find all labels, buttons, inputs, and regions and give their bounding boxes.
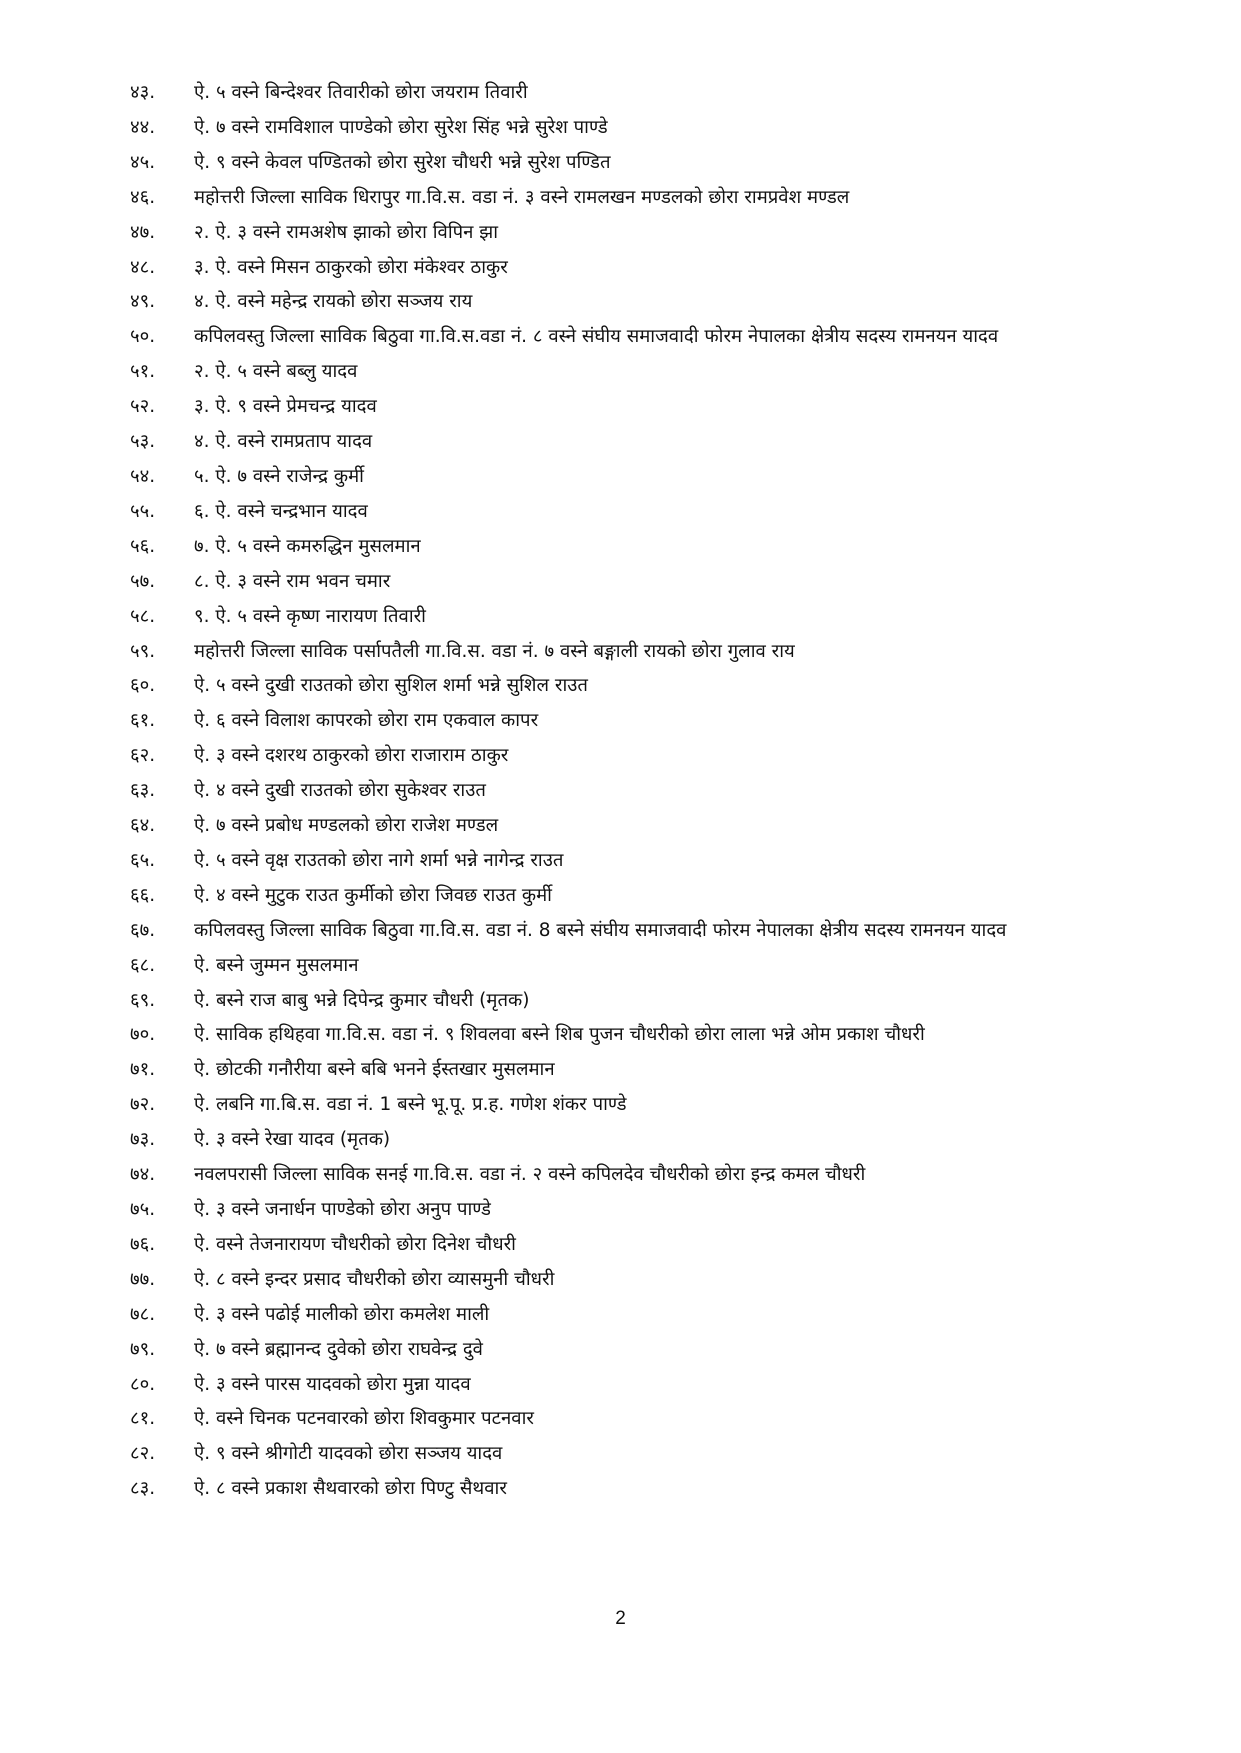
entry-text: ऐ. ५ वस्ने वृक्ष राउतको छोरा नागे शर्मा भन्ने नागेन्द्र राउत [194, 849, 564, 871]
entry-text: ४. ऐ. वस्ने महेन्द्र रायको छोरा सञ्जय राय [194, 291, 473, 313]
entry-text: ऐ. ७ वस्ने ब्रह्मानन्द दुवेको छोरा राघवेन्द्र दुवे [194, 1338, 483, 1360]
entry-number: ७२. [130, 1094, 156, 1116]
list-item [130, 1263, 1170, 1298]
entry-text: ऐ. ८ वस्ने इन्दर प्रसाद चौधरीको छोरा व्यासमुनी चौधरी [194, 1268, 555, 1290]
list-item [130, 285, 1170, 320]
list-item [130, 1088, 1170, 1123]
entry-text: ऐ. ४ वस्ने दुखी राउतको छोरा सुकेश्वर राउत [194, 780, 486, 802]
entry-text: ऐ. लबनि गा.बि.स. वडा नं. 1 बस्ने भू.पू. प्र.ह. गणेश शंकर पाण्डे [194, 1094, 627, 1116]
entry-text: ऐ. ९ वस्ने श्रीगोटी यादवको छोरा सञ्जय यादव [194, 1443, 503, 1465]
entry-text: ८. ऐ. ३ वस्ने राम भवन चमार [194, 570, 391, 592]
list-item [130, 146, 1170, 181]
entry-number: ८०. [130, 1373, 156, 1395]
list-item [130, 949, 1170, 984]
entry-text: २. ऐ. ५ वस्ने बब्लु यादव [194, 361, 358, 383]
entry-number: ८२. [130, 1443, 156, 1465]
entry-list [130, 76, 1170, 1507]
list-item [130, 565, 1170, 600]
entry-number: ७६. [130, 1233, 156, 1255]
entry-number: ६८. [130, 954, 156, 976]
entry-text: ऐ. बस्ने जुम्मन मुसलमान [194, 954, 359, 976]
entry-number: ६२. [130, 745, 156, 767]
list-item [130, 704, 1170, 739]
entry-number: ७८. [130, 1303, 156, 1325]
list-item [130, 1402, 1170, 1437]
entry-number: ७९. [130, 1338, 156, 1360]
entry-number: ७१. [130, 1059, 156, 1081]
entry-number: ५६. [130, 535, 156, 557]
list-item [130, 984, 1170, 1019]
entry-text: ऐ. वस्ने चिनक पटनवारको छोरा शिवकुमार पटनवार [194, 1408, 534, 1430]
entry-number: ८१. [130, 1408, 156, 1430]
entry-number: ७७. [130, 1268, 156, 1290]
entry-text: ऐ. बस्ने राज बाबु भन्ने दिपेन्द्र कुमार चौधरी (मृतक) [194, 989, 530, 1011]
entry-text: महोत्तरी जिल्ला साविक धिरापुर गा.वि.स. वडा नं. ३ वस्ने रामलखन मण्डलको छोरा रामप्रवेश मण्डल [194, 186, 850, 208]
list-item [130, 1193, 1170, 1228]
entry-number: ४७. [130, 221, 156, 243]
entry-number: ४३. [130, 82, 156, 103]
entry-number: ४४. [130, 116, 156, 138]
entry-text: ऐ. ३ वस्ने रेखा यादव (मृतक) [194, 1129, 391, 1151]
entry-number: ५९. [130, 640, 156, 662]
list-item [130, 320, 1170, 355]
list-item [130, 600, 1170, 635]
list-item [130, 390, 1170, 425]
entry-text: ऐ. ६ वस्ने विलाश कापरको छोरा राम एकवाल कापर [194, 710, 539, 732]
entry-number: ५०. [130, 326, 156, 348]
entry-number: ४६. [130, 186, 156, 208]
entry-text: ऐ. साविक हथिहवा गा.वि.स. वडा नं. ९ शिवलवा बस्ने शिब पुजन चौधरीको छोरा लाला भन्ने ओम प्रकाश चौधरी [194, 1024, 925, 1046]
entry-number: ५१. [130, 361, 156, 383]
list-item [130, 1472, 1170, 1507]
entry-text: कपिलवस्तु जिल्ला साविक बिठुवा गा.वि.स. वडा नं. 8 बस्ने संघीय समाजवादी फोरम नेपालका क्षेत्रीय सदस्य रामनयन यादव [194, 919, 1007, 941]
entry-text: ५. ऐ. ७ वस्ने राजेन्द्र कुर्मी [194, 465, 364, 487]
entry-text: ऐ. ८ वस्ने प्रकाश सैथवारको छोरा पिण्टु सैथवार [194, 1478, 507, 1500]
entry-text: ऐ. ३ वस्ने दशरथ ठाकुरको छोरा राजाराम ठाकुर [194, 745, 509, 767]
list-item [130, 251, 1170, 286]
entry-text: कपिलवस्तु जिल्ला साविक बिठुवा गा.वि.स.वडा नं. ८ वस्ने संघीय समाजवादी फोरम नेपालका क्षेत्रीय सदस्य रामनयन यादव [194, 326, 999, 348]
list-item [130, 879, 1170, 914]
entry-number: ७०. [130, 1024, 156, 1046]
entry-text: ऐ. ५ वस्ने बिन्देश्वर तिवारीको छोरा जयराम तिवारी [194, 82, 528, 103]
list-item [130, 1158, 1170, 1193]
entry-text: ऐ. ३ वस्ने पारस यादवको छोरा मुन्ना यादव [194, 1373, 471, 1395]
entry-text: नवलपरासी जिल्ला साविक सनई गा.वि.स. वडा नं. २ वस्ने कपिलदेव चौधरीको छोरा इन्द्र कमल चौधरी [194, 1164, 866, 1186]
list-item [130, 460, 1170, 495]
entry-text: ४. ऐ. वस्ने रामप्रताप यादव [194, 431, 373, 453]
list-item [130, 216, 1170, 251]
list-item [130, 844, 1170, 879]
list-item [130, 774, 1170, 809]
entry-text: ऐ. ५ वस्ने दुखी राउतको छोरा सुशिल शर्मा भन्ने सुशिल राउत [194, 675, 588, 697]
entry-number: ४८. [130, 256, 156, 278]
list-item [130, 530, 1170, 565]
entry-number: ७४. [130, 1164, 156, 1186]
page-number: 2 [615, 1608, 626, 1629]
entry-text: ३. ऐ. वस्ने मिसन ठाकुरको छोरा मंकेश्वर ठाकुर [194, 256, 508, 278]
list-item [130, 1053, 1170, 1088]
entry-number: ६३. [130, 780, 156, 802]
entry-number: ६९. [130, 989, 156, 1011]
list-item [130, 1298, 1170, 1333]
entry-number: ६०. [130, 675, 156, 697]
list-item [130, 425, 1170, 460]
list-item [130, 1333, 1170, 1368]
entry-text: ७. ऐ. ५ वस्ने कमरुद्धिन मुसलमान [194, 535, 421, 557]
entry-text: ऐ. ४ वस्ने मुटुक राउत कुर्मीको छोरा जिवछ राउत कुर्मी [194, 884, 552, 906]
entry-text: महोत्तरी जिल्ला साविक पर्सापतैली गा.वि.स. वडा नं. ७ वस्ने बङ्गाली रायको छोरा गुलाव राय [194, 640, 795, 662]
entry-number: ७५. [130, 1199, 156, 1220]
entry-text: ऐ. वस्ने तेजनारायण चौधरीको छोरा दिनेश चौधरी [194, 1233, 516, 1255]
entry-number: ४९. [130, 291, 156, 313]
list-item [130, 355, 1170, 390]
entry-text: ऐ. ३ वस्ने पढोई मालीको छोरा कमलेश माली [194, 1303, 490, 1325]
list-item [130, 181, 1170, 216]
entry-number: ५७. [130, 570, 156, 592]
entry-text: ३. ऐ. ९ वस्ने प्रेमचन्द्र यादव [194, 396, 377, 418]
list-item [130, 1123, 1170, 1158]
entry-text: ऐ. ७ वस्ने प्रबोध मण्डलको छोरा राजेश मण्डल [194, 815, 499, 837]
entry-number: ५२. [130, 396, 156, 418]
entry-number: ६५. [130, 849, 156, 871]
entry-text: ९. ऐ. ५ वस्ने कृष्ण नारायण तिवारी [194, 605, 426, 627]
entry-number: ६४. [130, 815, 156, 837]
entry-text: २. ऐ. ३ वस्ने रामअशेष झाको छोरा विपिन झा [194, 221, 499, 243]
list-item [130, 809, 1170, 844]
entry-number: ५४. [130, 465, 156, 487]
list-item [130, 669, 1170, 704]
entry-number: ७३. [130, 1129, 156, 1151]
entry-text: ६. ऐ. वस्ने चन्द्रभान यादव [194, 500, 368, 522]
entry-number: ५३. [130, 431, 156, 453]
list-item [130, 495, 1170, 530]
entry-text: ऐ. छोटकी गनौरीया बस्ने बबि भनने ईस्तखार मुसलमान [194, 1059, 555, 1081]
entry-text: ऐ. ७ वस्ने रामविशाल पाण्डेको छोरा सुरेश सिंह भन्ने सुरेश पाण्डे [194, 116, 608, 138]
list-item [130, 76, 1170, 111]
entry-number: ५५. [130, 500, 156, 522]
entry-text: ऐ. ९ वस्ने केवल पण्डितको छोरा सुरेश चौधरी भन्ने सुरेश पण्डित [194, 151, 611, 173]
list-item [130, 739, 1170, 774]
entry-text: ऐ. ३ वस्ने जनार्धन पाण्डेको छोरा अनुप पाण्डे [194, 1199, 491, 1220]
entry-number: ६७. [130, 919, 156, 941]
entry-number: ८३. [130, 1478, 156, 1500]
list-item [130, 635, 1170, 670]
list-item [130, 111, 1170, 146]
list-item [130, 1018, 1170, 1053]
list-item [130, 914, 1170, 949]
entry-number: ५८. [130, 605, 156, 627]
entry-number: ६६. [130, 884, 156, 906]
entry-number: ४५. [130, 151, 156, 173]
list-item [130, 1437, 1170, 1472]
list-item [130, 1228, 1170, 1263]
entry-number: ६१. [130, 710, 156, 732]
list-item [130, 1368, 1170, 1403]
